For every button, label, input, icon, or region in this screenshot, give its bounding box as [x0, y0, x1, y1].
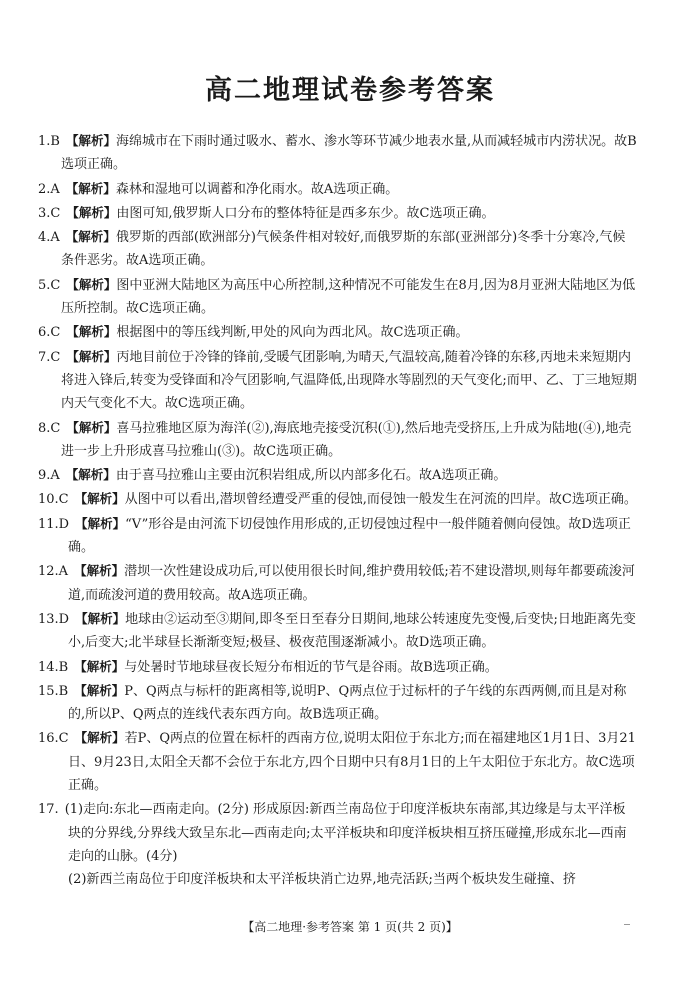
answer-text: P、Q两点与标杆的距离相等,说明P、Q两点位于过标杆的子午线的东西两侧,而且是对称的,所以P、Q两点的连线代表东西方向。故B选项正确。	[68, 683, 627, 723]
answer-number: 1.B	[38, 134, 60, 149]
answer-number: 13.D	[38, 611, 70, 627]
answer-text: 潜坝一次性建设成功后,可以使用很长时间,维护费用较低;若不建设潜坝,则每年都要疏浚河道,而疏浚河道的费用较高。故A选项正确。	[68, 564, 635, 603]
analysis-tag: 【解析】	[65, 133, 116, 148]
analysis-tag: 【解析】	[74, 491, 125, 507]
answer-item	[38, 463, 638, 487]
answer-item	[38, 416, 638, 464]
corner-mark	[624, 924, 630, 925]
analysis-tag: 【解析】	[66, 324, 117, 340]
analysis-tag: 【解析】	[66, 276, 117, 292]
answer-item	[38, 797, 638, 868]
answer-item	[38, 559, 638, 607]
answer-text: 与处暑时节地球昼夜长短分布相近的节气是谷雨。故B选项正确。	[124, 659, 498, 675]
answer-item	[38, 201, 638, 225]
answer-text: 森林和湿地可以调蓄和净化雨水。故A选项正确。	[115, 181, 399, 197]
answer-text: 海绵城市在下雨时通过吸水、蓄水、渗水等环节减少地表水量,从而减轻城市内涝状况。故B选项正确。	[61, 134, 637, 173]
answer-text: “V”形谷是由河流下切侵蚀作用形成的,正切侵蚀过程中一般伴随着侧向侵蚀。故D选项正确。	[68, 516, 631, 556]
analysis-tag: 【解析】	[74, 563, 125, 579]
analysis-tag: 【解析】	[74, 682, 125, 698]
answer-number: 12.A	[38, 564, 69, 580]
analysis-tag: 【解析】	[66, 204, 117, 220]
answer-number: 14.B	[38, 659, 69, 675]
answer-text: 俄罗斯的西部(欧洲部分)气候条件相对较好,而俄罗斯的东部(亚洲部分)冬季十分寒冷,气候条件恶劣。故A选项正确。	[61, 230, 626, 269]
answer-number: 8.C	[38, 420, 61, 436]
answer-text: 由于喜马拉雅山主要由沉积岩组成,所以内部多化石。故A选项正确。	[115, 468, 507, 484]
answer-item	[38, 512, 638, 560]
answer-number: 4.A	[38, 230, 60, 246]
analysis-tag: 【解析】	[65, 180, 116, 196]
answer-text: 从图中可以看出,潜坝曾经遭受严重的侵蚀,而侵蚀一般发生在河流的凹岸。故C选项正确。	[124, 492, 637, 508]
answer-number: 17.	[38, 802, 59, 818]
answer-text: 图中亚洲大陆地区为高压中心所控制,这种情况不可能发生在8月,因为8月亚洲大陆地区为低压所控制。故C选项正确。	[61, 277, 636, 317]
answer-text: 根据图中的等压线判断,甲处的风向为西北风。故C选项正确。	[116, 325, 469, 341]
answer-item	[38, 487, 638, 511]
analysis-tag: 【解析】	[66, 419, 117, 435]
analysis-tag: 【解析】	[75, 610, 126, 626]
answer-number: 16.C	[38, 731, 69, 747]
analysis-tag: 【解析】	[74, 730, 125, 746]
answer-number: 10.C	[38, 492, 69, 508]
answer-number: 15.B	[38, 683, 69, 699]
answer-number: 7.C	[38, 349, 61, 365]
answer-number: 9.A	[38, 468, 60, 484]
answer-number: 2.A	[38, 181, 60, 197]
analysis-tag: 【解析】	[75, 515, 126, 531]
answer-item	[38, 320, 638, 344]
answer-number: 6.C	[38, 325, 61, 341]
answer-item	[38, 726, 638, 797]
analysis-tag: 【解析】	[65, 229, 116, 245]
answer-item	[38, 129, 638, 177]
answer-item	[38, 655, 638, 679]
page-footer: 【高二地理·参考答案 第 1 页(共 2 页)】	[242, 920, 458, 934]
answer-item	[38, 607, 638, 655]
answer-item	[38, 679, 638, 727]
analysis-tag: 【解析】	[65, 467, 116, 483]
answer-number: 5.C	[38, 277, 61, 293]
answer-item	[38, 345, 638, 416]
answer-number: 11.D	[38, 516, 70, 532]
answer-text: 丙地目前位于冷锋的锋前,受暖气团影响,为晴天,气温较高,随着冷锋的东移,丙地未来短期内将进入锋后,转变为受锋面和冷气团影响,气温降低,出现降水等剧烈的天气变化;而甲、乙、丁三地短期内天气变化不大。故C选项正确。	[61, 349, 637, 412]
answer-item	[38, 177, 638, 201]
page-title: 高二地理试卷参考答案	[205, 75, 495, 106]
answer-text: 喜马拉雅地区原为海洋(②),海底地壳接受沉积(①),然后地壳受挤压,上升成为陆地(④),地壳进一步上升形成喜马拉雅山(③)。故C选项正确。	[61, 420, 632, 459]
answer-list	[38, 129, 638, 892]
answer-text: 由图可知,俄罗斯人口分布的整体特征是西多东少。故C选项正确。	[116, 205, 495, 221]
answer-continuation: (2)新西兰南岛位于印度洋板块和太平洋板块消亡边界,地壳活跃;当两个板块发生碰撞、挤	[68, 872, 576, 888]
answer-number: 3.C	[38, 205, 61, 221]
answer-item	[38, 273, 638, 321]
analysis-tag: 【解析】	[66, 348, 117, 364]
answer-text: 地球由②运动至③期间,即冬至日至春分日期间,地球公转速度先变慢,后变快;日地距离先变小,后变大;北半球昼长渐渐变短;极昼、极夜范围逐渐减小。故D选项正确。	[68, 611, 636, 651]
answer-text: 若P、Q两点的位置在标杆的西南方位,说明太阳位于东北方;而在福建地区1月1日、3月21日、9月23日,太阳全天都不会位于东北方,四个日期中只有8月1日的上午太阳位于东北方。故C选项正确。	[68, 731, 636, 794]
analysis-tag: 【解析】	[74, 658, 125, 674]
answer-text: (1)走向:东北—西南走向。(2分) 形成原因:新西兰南岛位于印度洋板块东南部,其边缘是与太平洋板块的分界线,分界线大致呈东北—西南走向;太平洋板块和印度洋板块相互挤压碰撞,形成东北—西南走向的山脉。(4分)	[64, 802, 627, 864]
answer-item	[38, 225, 638, 273]
